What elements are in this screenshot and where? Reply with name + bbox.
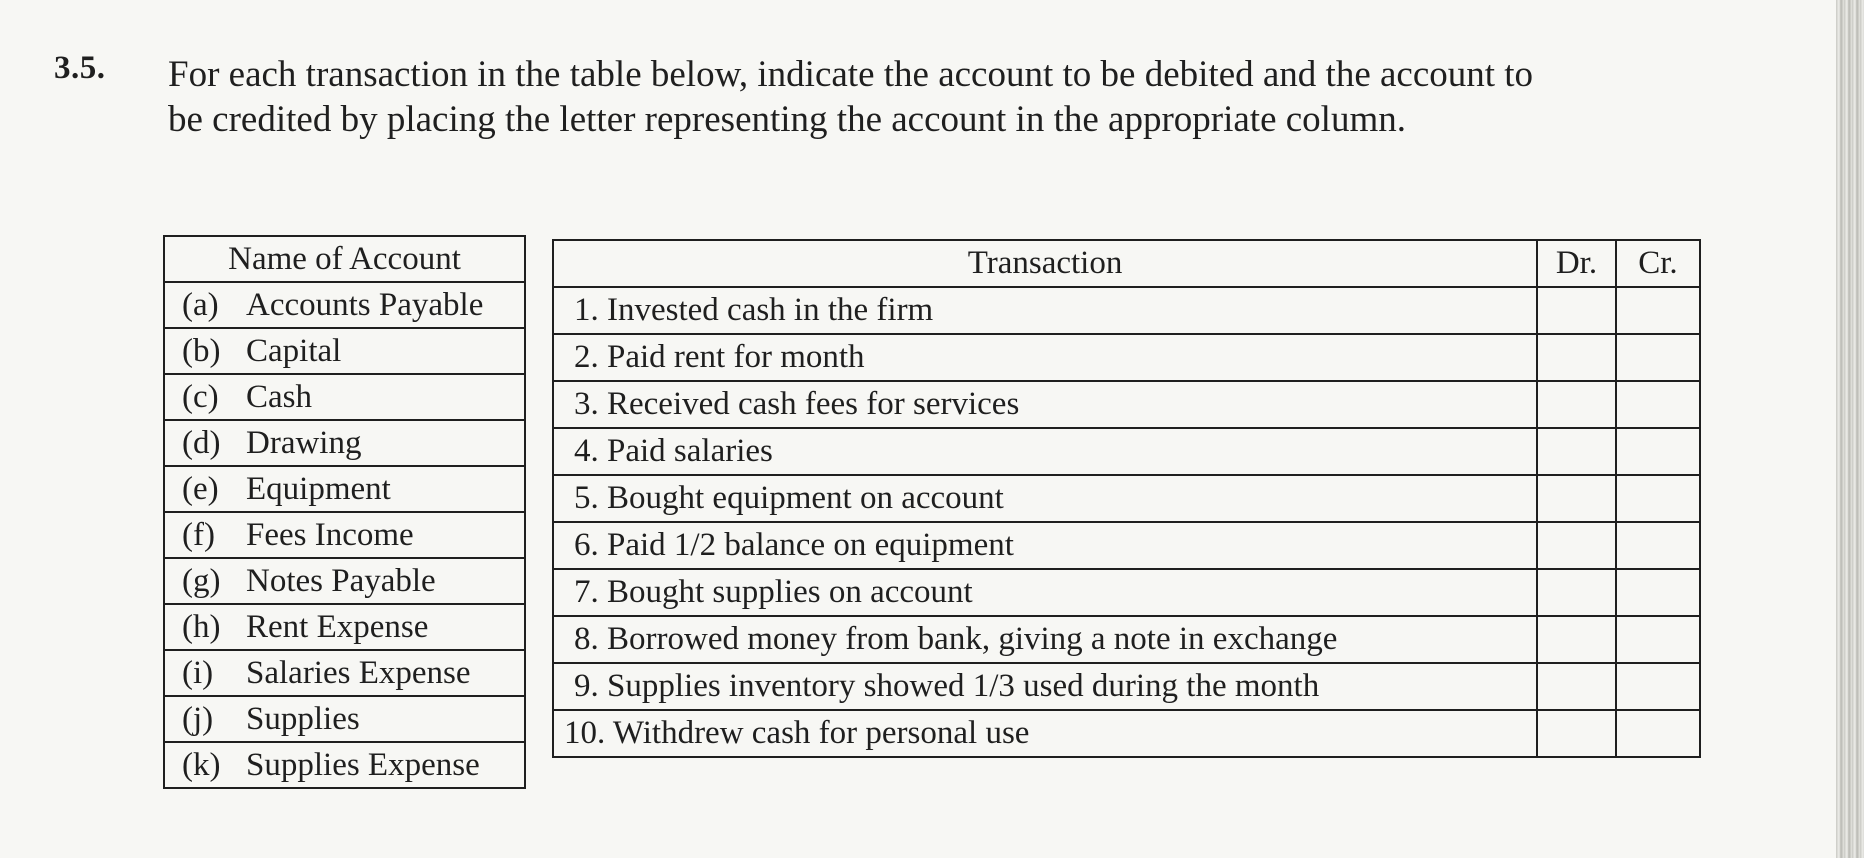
account-cell [164, 374, 525, 420]
account-row [164, 512, 525, 558]
account-letter: (j) [182, 700, 214, 737]
account-letter: (d) [182, 424, 221, 461]
transaction-row [553, 710, 1700, 757]
transaction-description: 5. Bought equipment on account [553, 475, 1537, 522]
account-cell [164, 512, 525, 558]
credit-answer-cell[interactable] [1616, 710, 1700, 757]
account-row [164, 374, 525, 420]
transaction-description: 6. Paid 1/2 balance on equipment [553, 522, 1537, 569]
credit-answer-cell[interactable] [1616, 475, 1700, 522]
transaction-row [553, 428, 1700, 475]
account-row [164, 420, 525, 466]
scanned-page-edge [1836, 0, 1864, 858]
account-cell [164, 742, 525, 788]
transaction-description: 1. Invested cash in the firm [553, 287, 1537, 334]
account-cell [164, 604, 525, 650]
transaction-row [553, 287, 1700, 334]
transaction-description: 2. Paid rent for month [553, 334, 1537, 381]
accounts-column-header: Name of Account [164, 236, 525, 282]
account-letter: (g) [182, 562, 221, 599]
account-letter: (b) [182, 332, 221, 369]
problem-instructions [168, 52, 1728, 142]
debit-answer-cell[interactable] [1537, 710, 1616, 757]
transaction-row [553, 616, 1700, 663]
problem-number: 3.5. [54, 50, 106, 86]
account-name: Cash [246, 378, 312, 415]
debit-answer-cell[interactable] [1537, 616, 1616, 663]
transactions-table [552, 239, 1701, 758]
transaction-row [553, 569, 1700, 616]
debit-column-header: Dr. [1537, 240, 1616, 287]
credit-answer-cell[interactable] [1616, 569, 1700, 616]
account-name: Supplies Expense [246, 746, 480, 783]
account-name: Drawing [246, 424, 362, 461]
account-letter: (e) [182, 470, 219, 507]
account-name: Accounts Payable [246, 286, 484, 323]
debit-answer-cell[interactable] [1537, 287, 1616, 334]
debit-answer-cell[interactable] [1537, 381, 1616, 428]
account-row [164, 466, 525, 512]
account-cell [164, 420, 525, 466]
debit-answer-cell[interactable] [1537, 522, 1616, 569]
account-cell [164, 466, 525, 512]
account-cell [164, 282, 525, 328]
account-cell [164, 558, 525, 604]
account-name: Equipment [246, 470, 391, 507]
transaction-description: 3. Received cash fees for services [553, 381, 1537, 428]
account-name: Notes Payable [246, 562, 436, 599]
account-cell [164, 696, 525, 742]
credit-answer-cell[interactable] [1616, 334, 1700, 381]
credit-answer-cell[interactable] [1616, 663, 1700, 710]
account-cell [164, 328, 525, 374]
account-letter: (a) [182, 286, 219, 323]
transaction-description: 10. Withdrew cash for personal use [553, 710, 1537, 757]
account-row [164, 328, 525, 374]
debit-answer-cell[interactable] [1537, 475, 1616, 522]
credit-answer-cell[interactable] [1616, 522, 1700, 569]
transaction-description: 4. Paid salaries [553, 428, 1537, 475]
account-name: Salaries Expense [246, 654, 471, 691]
instructions-line-1: For each transaction in the table below, indicate the account to be debited and the account to [168, 54, 1534, 95]
account-letter: (f) [182, 516, 215, 553]
account-row [164, 282, 525, 328]
transaction-description: 8. Borrowed money from bank, giving a note in exchange [553, 616, 1537, 663]
transaction-row [553, 334, 1700, 381]
account-row [164, 604, 525, 650]
debit-answer-cell[interactable] [1537, 334, 1616, 381]
account-cell [164, 650, 525, 696]
accounts-header-row [164, 236, 525, 282]
account-row [164, 650, 525, 696]
account-name: Rent Expense [246, 608, 429, 645]
credit-answer-cell[interactable] [1616, 616, 1700, 663]
transaction-column-header: Transaction [553, 240, 1537, 287]
credit-answer-cell[interactable] [1616, 428, 1700, 475]
account-row [164, 696, 525, 742]
transaction-description: 7. Bought supplies on account [553, 569, 1537, 616]
account-name: Capital [246, 332, 342, 369]
accounts-table [163, 235, 526, 789]
account-letter: (h) [182, 608, 221, 645]
account-row [164, 742, 525, 788]
debit-answer-cell[interactable] [1537, 663, 1616, 710]
account-letter: (i) [182, 654, 214, 691]
transaction-row [553, 475, 1700, 522]
transaction-row [553, 663, 1700, 710]
debit-answer-cell[interactable] [1537, 428, 1616, 475]
account-row [164, 558, 525, 604]
transactions-header-row [553, 240, 1700, 287]
credit-column-header: Cr. [1616, 240, 1700, 287]
account-letter: (c) [182, 378, 219, 415]
instructions-line-2: be credited by placing the letter representing the account in the appropriate column. [168, 99, 1406, 140]
account-name: Supplies [246, 700, 360, 737]
account-letter: (k) [182, 746, 221, 783]
account-name: Fees Income [246, 516, 414, 553]
credit-answer-cell[interactable] [1616, 287, 1700, 334]
transaction-row [553, 381, 1700, 428]
debit-answer-cell[interactable] [1537, 569, 1616, 616]
transaction-row [553, 522, 1700, 569]
transaction-description: 9. Supplies inventory showed 1/3 used during the month [553, 663, 1537, 710]
credit-answer-cell[interactable] [1616, 381, 1700, 428]
